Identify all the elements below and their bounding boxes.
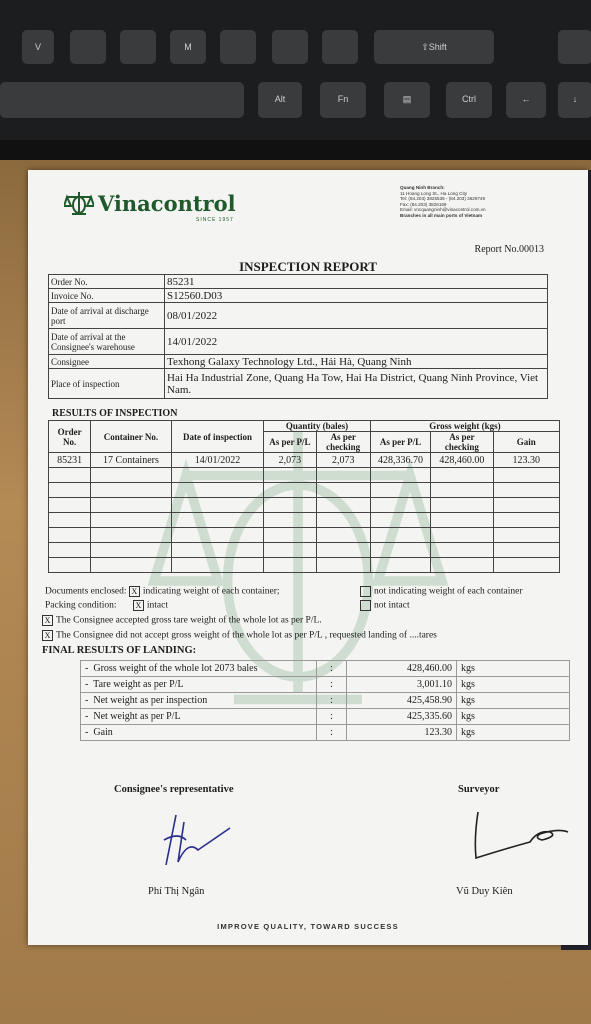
docs-option-2-line [360,586,523,597]
documents-enclosed-line [45,586,280,597]
colon: : [317,725,347,741]
final-value: 3,001.10 [347,677,457,693]
table-row [49,453,560,468]
cell-date: 14/01/2022 [171,453,264,468]
logo-text: Vinacontrol [98,190,236,216]
down-arrow-key: ↓ [558,82,591,118]
info-label: Invoice No. [49,289,165,303]
consignee-signature-icon [158,810,238,870]
final-label: Gross weight of the whole lot 2073 bales [93,663,258,674]
info-row [49,355,548,369]
accepted-text: The Consignee accepted gross tare weight of the whole lot as per P/L. [56,615,322,626]
info-row [49,275,548,289]
info-row [49,303,548,329]
docs-option-2: not indicating weight of each container [374,586,523,597]
empty-row [49,498,560,513]
inspection-report-paper [28,170,588,945]
ctrl-key: Ctrl [446,82,492,118]
key [120,30,156,64]
key: M [170,30,206,64]
info-label: Consignee [49,355,165,369]
branch-line: Quang Ninh Branch: [400,185,445,190]
consignee-representative-title: Consignee's representative [114,784,234,795]
since-label: SINCE 1957 [196,217,234,223]
not-accepted-text: The Consignee did not accept gross weight of the whole lot as per P/L , requested landing of ....tares [56,630,437,641]
branch-line: Tel: (84.203) 3825535 - (84.203) 3629749 [400,196,486,202]
col-container-no: Container No. [91,421,171,453]
final-unit: kgs [457,709,570,725]
dash: - [85,695,89,706]
fn-key: Fn [320,82,366,118]
branch-line: Branches in all main ports of Vietnam [400,212,483,218]
final-unit: kgs [457,693,570,709]
final-results-title: FINAL RESULTS OF LANDING: [42,645,197,656]
surveyor-signature-icon [468,808,578,864]
col-w-check: As per checking [431,432,493,453]
final-unit: kgs [457,677,570,693]
checkbox-checked: X [42,615,53,626]
col-qty-pl: As per P/L [264,432,316,453]
empty-row [49,558,560,573]
info-value: 85231 [165,275,548,289]
final-unit: kgs [457,661,570,677]
final-value: 425,335.60 [347,709,457,725]
branch-address [400,185,580,219]
left-arrow-key: ← [506,82,546,118]
dash: - [85,679,89,690]
key [272,30,308,64]
pack-option-1: intact [146,600,168,611]
order-info-table [48,274,548,399]
info-value: S12560.D03 [165,289,548,303]
surveyor-title: Surveyor [458,784,500,795]
colon: : [317,661,347,677]
colon: : [317,677,347,693]
key [70,30,106,64]
checkbox-unchecked [360,600,371,611]
info-row [49,369,548,399]
final-label: Net weight as per inspection [93,695,208,706]
branch-line: 11 Hoang Long St., Ha Long City [400,190,468,196]
footer-slogan: IMPROVE QUALITY, TOWARD SUCCESS [217,922,399,931]
final-value: 428,460.00 [347,661,457,677]
final-results-table [80,660,570,741]
empty-row [49,483,560,498]
col-quantity: Quantity (bales) [264,421,371,432]
info-label: Order No. [49,275,165,289]
branch-line: Email: vncquangninh@vinacontrol.com.vn [400,207,486,213]
shift-key: ⇧Shift [374,30,494,64]
dash: - [85,711,89,722]
col-gain: Gain [493,432,559,453]
not-accepted-line [42,630,437,641]
checkbox-checked: X [129,586,140,597]
alt-key: Alt [258,82,302,118]
space-key [0,82,244,118]
accepted-line [42,615,322,626]
dash: - [85,727,89,738]
key: V [22,30,54,64]
results-section-title: RESULTS OF INSPECTION [52,408,178,419]
keyboard-edge [0,140,591,162]
menu-key: ▤ [384,82,430,118]
packing-line [45,600,168,611]
col-qty-check: As per checking [316,432,370,453]
docs-option-1: indicating weight of each container; [142,586,280,597]
info-row [49,289,548,303]
checkbox-checked: X [133,600,144,611]
checkbox-checked: X [42,630,53,641]
colon: : [317,709,347,725]
consignee-name: Phí Thị Ngân [148,886,205,897]
empty-row [49,513,560,528]
cell-w-pl: 428,336.70 [370,453,430,468]
colon: : [317,693,347,709]
empty-row [49,528,560,543]
info-value: Texhong Galaxy Technology Ltd., Hải Hà, Quang Ninh [165,355,548,369]
info-row [49,329,548,355]
info-value: 08/01/2022 [165,303,548,329]
cell-order-no: 85231 [49,453,91,468]
empty-row [49,543,560,558]
keyboard [0,0,591,150]
cell-container-no: 17 Containers [91,453,171,468]
scale-logo-icon [64,190,94,216]
col-gross-weight: Gross weight (kgs) [370,421,559,432]
packing-label: Packing condition: [45,600,117,611]
key [322,30,358,64]
pack-option-2-line [360,600,410,611]
results-header-row [49,421,560,432]
empty-row [49,468,560,483]
final-row [81,693,570,709]
col-w-pl: As per P/L [370,432,430,453]
cell-w-check: 428,460.00 [431,453,493,468]
info-label: Date of arrival at the Consignee's warehouse [49,329,165,355]
surveyor-name: Vũ Duy Kiên [456,886,513,897]
info-label: Date of arrival at discharge port [49,303,165,329]
info-label: Place of inspection [49,369,165,399]
branch-line: Fax: (84.203) 3826169 [400,201,447,207]
final-label: Net weight as per P/L [93,711,181,722]
cell-gain: 123.30 [493,453,559,468]
final-label: Gain [93,727,113,738]
pack-option-2: not intact [374,600,410,611]
vinacontrol-logo [64,190,236,216]
col-order-no: Order No. [49,421,91,453]
cell-qty-check: 2,073 [316,453,370,468]
final-value: 425,458.90 [347,693,457,709]
final-label: Tare weight as per P/L [93,679,184,690]
final-unit: kgs [457,725,570,741]
dash: - [85,663,89,674]
col-date: Date of inspection [171,421,264,453]
info-value: 14/01/2022 [165,329,548,355]
report-number: Report No.00013 [474,244,544,255]
final-row [81,725,570,741]
final-value: 123.30 [347,725,457,741]
documents-label: Documents enclosed: [45,586,127,597]
final-row [81,709,570,725]
key [220,30,256,64]
cell-qty-pl: 2,073 [264,453,316,468]
report-title: INSPECTION REPORT [239,259,377,274]
final-row [81,677,570,693]
final-row [81,661,570,677]
results-table [48,420,560,573]
info-value: Hai Ha Industrial Zone, Quang Ha Tow, Hai Ha District, Quang Ninh Province, Viet Nam. [165,369,548,399]
checkbox-unchecked [360,586,371,597]
key [558,30,591,64]
